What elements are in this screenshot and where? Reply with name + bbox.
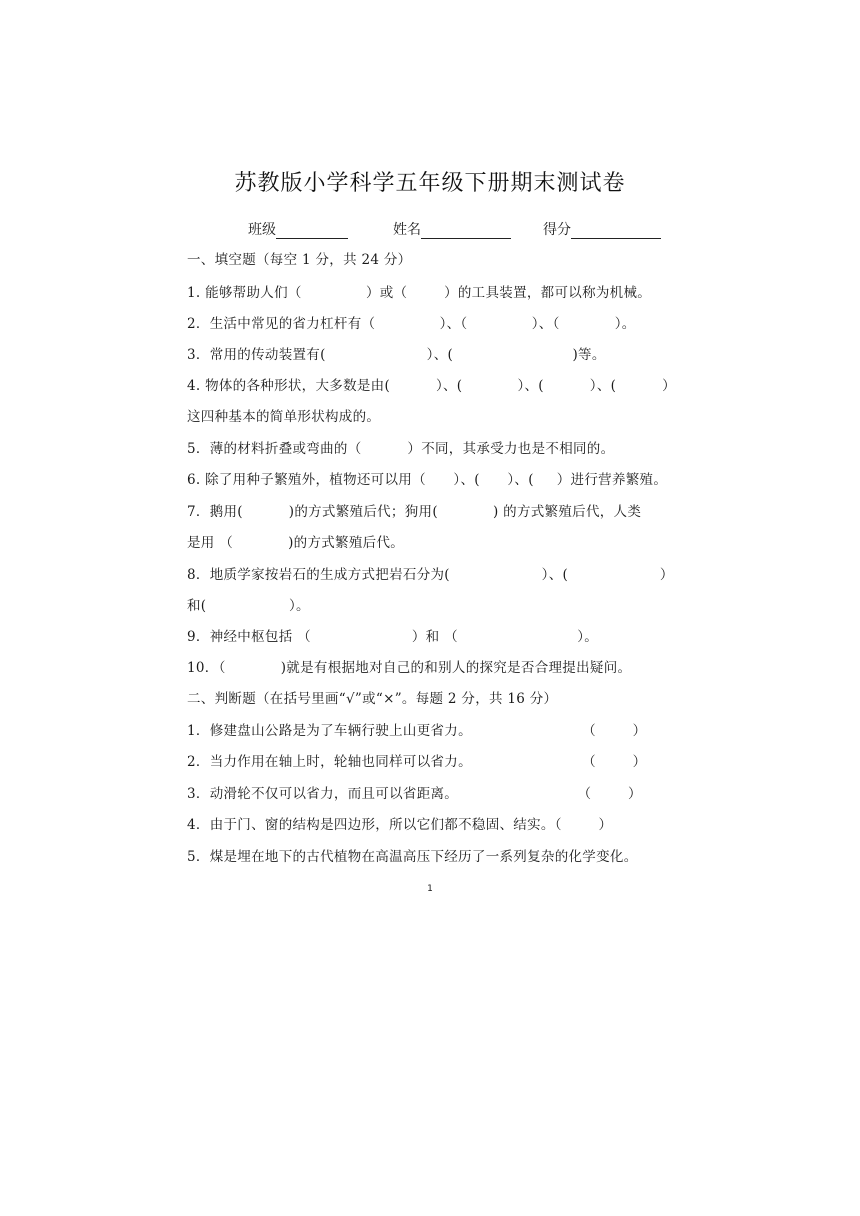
name-blank[interactable] bbox=[421, 222, 511, 239]
page-number: 1 bbox=[427, 884, 433, 894]
section-fill-blank-heading: 一、填空题（每空 1 分，共 24 分） bbox=[187, 252, 412, 268]
question-line: 10．（ )就是有根据地对自己的和别人的探究是否合理提出疑问。 bbox=[187, 660, 632, 676]
class-blank[interactable] bbox=[276, 222, 348, 239]
question-line: 这四种基本的简单形状构成的。 bbox=[187, 409, 381, 425]
question-line: 4．由于门、窗的结构是四边形，所以它们都不稳固、结实。（ ） bbox=[187, 817, 613, 833]
score-label: 得分 bbox=[543, 222, 571, 238]
question-line: 5．煤是埋在地下的古代植物在高温高压下经历了一系列复杂的化学变化。 bbox=[187, 849, 638, 865]
score-field bbox=[543, 219, 661, 239]
score-blank[interactable] bbox=[571, 222, 661, 239]
question-line: 是用 （ )的方式繁殖后代。 bbox=[187, 535, 405, 551]
question-line: 2．生活中常见的省力杠杆有（ ）、（ ）、（ ）。 bbox=[187, 316, 636, 332]
name-field bbox=[393, 219, 511, 239]
question-line: 7．鹅用( )的方式繁殖后代；狗用( ) 的方式繁殖后代，人类 bbox=[187, 504, 642, 520]
question-line: 2．当力作用在轴上时，轮轴也同样可以省力。 （ ） bbox=[187, 754, 647, 770]
question-line: 5．薄的材料折叠或弯曲的（ ）不同，其承受力也是不相同的。 bbox=[187, 441, 615, 457]
class-label: 班级 bbox=[248, 222, 276, 238]
question-line: 3．常用的传动装置有( ）、( )等。 bbox=[187, 347, 606, 363]
page-title: 苏教版小学科学五年级下册期末测试卷 bbox=[234, 171, 626, 196]
question-line: 8．地质学家按岩石的生成方式把岩石分为( ）、( ） bbox=[187, 567, 674, 583]
question-line: 1．修建盘山公路是为了车辆行驶上山更省力。 （ ） bbox=[187, 723, 647, 739]
question-line: 6. 除了用种子繁殖外，植物还可以用（ ）、( ）、( ）进行营养繁殖。 bbox=[187, 472, 668, 488]
question-line: 1. 能够帮助人们（ ）或（ ）的工具装置，都可以称为机械。 bbox=[187, 285, 652, 301]
name-label: 姓名 bbox=[393, 222, 421, 238]
class-field bbox=[248, 219, 348, 239]
section-true-false-heading: 二、判断题（在括号里画“√”或“×”。每题 2 分，共 16 分） bbox=[187, 691, 558, 707]
question-line: 4. 物体的各种形状，大多数是由( ）、( ）、( ）、( ） bbox=[187, 378, 676, 394]
question-line: 和( ）。 bbox=[187, 598, 310, 614]
question-line: 9．神经中枢包括 （ ）和 （ ）。 bbox=[187, 629, 599, 645]
question-line: 3．动滑轮不仅可以省力，而且可以省距离。 （ ） bbox=[187, 786, 642, 802]
